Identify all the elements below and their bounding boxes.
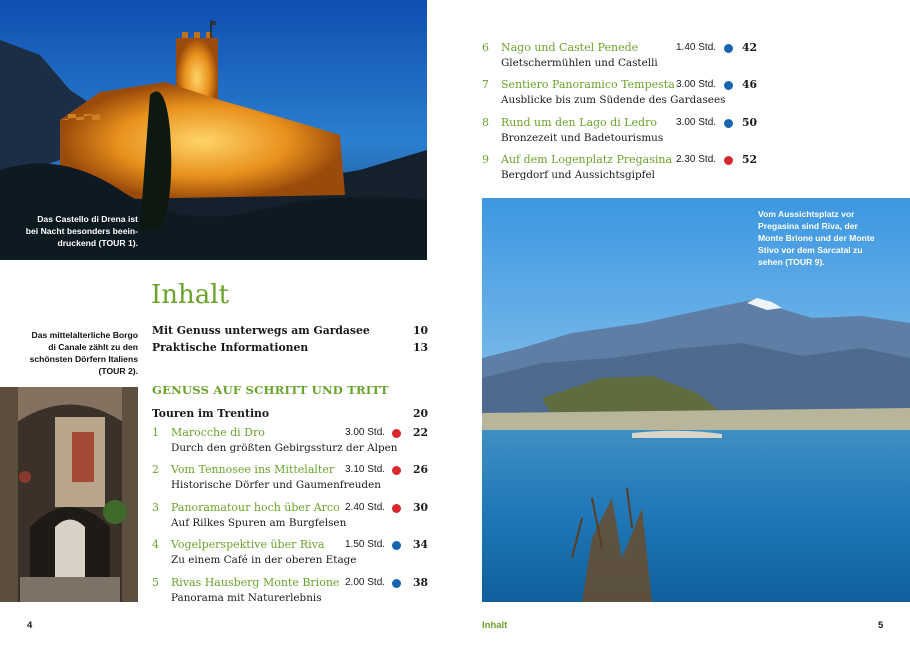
tour-number: 3 [152, 501, 159, 514]
difficulty-dot-icon [392, 466, 401, 475]
tour-entry [482, 78, 757, 110]
toc-entry [152, 324, 428, 340]
difficulty-dot-icon [724, 119, 733, 128]
tour-description: Auf Rilkes Spuren am Burgfelsen [171, 517, 347, 529]
tour-duration: 3.10 Std. [345, 464, 386, 475]
tour-entry [152, 538, 428, 570]
borgo-photo [0, 387, 138, 602]
difficulty-dot-icon [392, 541, 401, 550]
tour-name: Panoramatour hoch über Arco [171, 501, 340, 514]
tour-entry [482, 153, 757, 185]
tour-duration: 1.40 Std. [676, 42, 717, 53]
tour-name: Nago und Castel Penede [501, 41, 639, 54]
subsection-page: 20 [412, 407, 428, 420]
toc-entry-page: 10 [412, 324, 428, 337]
tour-duration: 3.00 Std. [676, 117, 717, 128]
tour-duration: 2.30 Std. [676, 154, 717, 165]
tour-number: 4 [152, 538, 159, 551]
section-heading: GENUSS AUF SCHRITT UND TRITT [152, 383, 389, 397]
tour-number: 6 [482, 41, 489, 54]
tour-name: Vogelperspektive über Riva [171, 538, 325, 551]
difficulty-dot-icon [724, 44, 733, 53]
tour-page: 46 [741, 78, 757, 91]
tour-description: Bronzezeit und Badetourismus [501, 132, 664, 144]
tour-duration: 2.40 Std. [345, 502, 386, 513]
tour-description: Ausblicke bis zum Südende des Gardasees [501, 94, 726, 106]
tour-duration: 3.00 Std. [345, 427, 386, 438]
tour-entry [152, 501, 428, 533]
tour-duration: 3.00 Std. [676, 79, 717, 90]
tour-entry [152, 463, 428, 495]
tour-duration: 1.50 Std. [345, 539, 386, 550]
tour-number: 1 [152, 426, 159, 439]
difficulty-dot-icon [392, 429, 401, 438]
tour-page: 52 [741, 153, 757, 166]
tour-duration: 2.00 Std. [345, 577, 386, 588]
difficulty-dot-icon [724, 81, 733, 90]
tour-description: Durch den größten Gebirgssturz der Alpen [171, 442, 398, 454]
difficulty-dot-icon [392, 504, 401, 513]
tour-description: Historische Dörfer und Gaumenfreuden [171, 479, 381, 491]
subsection-label: Touren im Trentino [152, 407, 270, 420]
toc-entry-label: Praktische Informationen [152, 341, 309, 354]
tour-name: Vom Tennosee ins Mittelalter [171, 463, 335, 476]
tour-description: Zu einem Café in der oberen Etage [171, 554, 357, 566]
tour-page: 22 [412, 426, 428, 439]
tour-number: 7 [482, 78, 489, 91]
tour-number: 2 [152, 463, 159, 476]
page-number-right: 5 [878, 620, 884, 631]
tour-page: 34 [412, 538, 428, 551]
tour-page: 38 [412, 576, 428, 589]
difficulty-dot-icon [724, 156, 733, 165]
tour-name: Marocche di Dro [171, 426, 265, 439]
tour-entry [482, 116, 757, 148]
tour-description: Gletschermühlen und Castelli [501, 57, 658, 69]
tour-page: 26 [412, 463, 428, 476]
castle-caption: Das Castello di Drena ist bei Nacht besonders beein- druckend (TOUR 1). [25, 214, 138, 248]
tour-number: 5 [152, 576, 159, 589]
tour-name: Auf dem Logenplatz Pregasina [501, 153, 673, 166]
tour-entry [152, 426, 428, 458]
tour-number: 9 [482, 153, 489, 166]
tour-name: Rivas Hausberg Monte Brione [171, 576, 340, 589]
page-number-left: 4 [27, 620, 33, 631]
difficulty-dot-icon [392, 579, 401, 588]
subsection-heading [152, 407, 428, 423]
tour-description: Panorama mit Naturerlebnis [171, 592, 322, 604]
toc-entry-page: 13 [412, 341, 428, 354]
tour-description: Bergdorf und Aussichtsgipfel [501, 169, 655, 181]
tour-number: 8 [482, 116, 489, 129]
tour-name: Rund um den Lago di Ledro [501, 116, 657, 129]
tour-entry [152, 576, 428, 608]
tour-entry [482, 41, 757, 73]
tour-name: Sentiero Panoramico Tempesta [501, 78, 675, 91]
tour-page: 42 [741, 41, 757, 54]
lake-caption: Vom Aussichtsplatz vor Pregasina sind Riva, der Monte Brione und der Monte Stivo vor dem Sarcatal zu sehen (TOUR 9). [758, 209, 875, 267]
toc-entry-label: Mit Genuss unterwegs am Gardasee [152, 324, 370, 337]
tour-page: 50 [741, 116, 757, 129]
tour-page: 30 [412, 501, 428, 514]
borgo-caption: Das mittelalterliche Borgo di Canale zählt zu den schönsten Dörfern Italiens (TOUR 2). [29, 330, 138, 376]
toc-entry [152, 341, 428, 357]
running-head: Inhalt [482, 620, 508, 631]
page-title: Inhalt [151, 280, 230, 310]
